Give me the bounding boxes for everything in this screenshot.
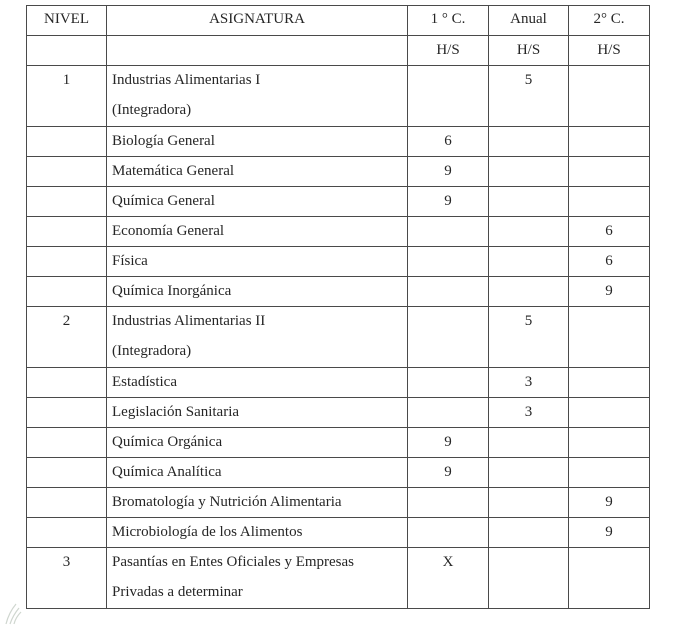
subject-line-1: Pasantías en Entes Oficiales y Empresas [112, 554, 355, 570]
cell-1c [408, 217, 489, 247]
table-row [27, 548, 650, 609]
cell-nivel [27, 488, 107, 518]
cell-asignatura: Química Orgánica [107, 428, 408, 458]
subject-line-1: Industrias Alimentarias I [112, 72, 261, 88]
cell-nivel [27, 217, 107, 247]
header-row [27, 6, 650, 36]
cell-asignatura [107, 548, 408, 609]
table-row [27, 277, 650, 307]
cell-nivel [27, 187, 107, 217]
cell-2c [569, 66, 650, 127]
units-anual: H/S [489, 36, 569, 66]
cell-2c: 6 [569, 247, 650, 277]
cell-2c [569, 458, 650, 488]
units-1c: H/S [408, 36, 489, 66]
cell-1c [408, 368, 489, 398]
cell-2c: 9 [569, 518, 650, 548]
cell-1c: X [408, 548, 489, 609]
units-nivel-empty [27, 36, 107, 66]
cell-nivel [27, 247, 107, 277]
cell-asignatura: Química Inorgánica [107, 277, 408, 307]
cell-anual [489, 488, 569, 518]
units-row [27, 36, 650, 66]
cell-anual [489, 518, 569, 548]
cell-nivel [27, 368, 107, 398]
cell-2c: 9 [569, 277, 650, 307]
table-body [27, 6, 650, 609]
cell-asignatura [107, 307, 408, 368]
header-nivel: NIVEL [27, 6, 107, 36]
table-row [27, 368, 650, 398]
cell-nivel [27, 458, 107, 488]
cell-anual [489, 458, 569, 488]
cell-asignatura: Química General [107, 187, 408, 217]
cell-asignatura: Bromatología y Nutrición Alimentaria [107, 488, 408, 518]
cell-asignatura [107, 66, 408, 127]
cell-1c [408, 277, 489, 307]
cell-anual [489, 127, 569, 157]
cell-nivel [27, 398, 107, 428]
units-asignatura-empty [107, 36, 408, 66]
cell-1c [408, 66, 489, 127]
table-row [27, 127, 650, 157]
cell-asignatura: Economía General [107, 217, 408, 247]
units-2c: H/S [569, 36, 650, 66]
table-row [27, 428, 650, 458]
cell-2c [569, 368, 650, 398]
header-anual: Anual [489, 6, 569, 36]
cell-1c [408, 398, 489, 428]
header-1c: 1 ° C. [408, 6, 489, 36]
cell-anual [489, 247, 569, 277]
cell-asignatura: Matemática General [107, 157, 408, 187]
table-row [27, 187, 650, 217]
cell-anual: 3 [489, 368, 569, 398]
cell-anual [489, 157, 569, 187]
cell-anual [489, 187, 569, 217]
cell-2c [569, 428, 650, 458]
cell-1c [408, 247, 489, 277]
subject-line-2: (Integradora) [112, 102, 192, 118]
cell-asignatura: Física [107, 247, 408, 277]
cell-asignatura: Microbiología de los Alimentos [107, 518, 408, 548]
cell-1c [408, 307, 489, 368]
cell-1c: 9 [408, 187, 489, 217]
cell-anual [489, 277, 569, 307]
cell-anual [489, 548, 569, 609]
cell-asignatura: Biología General [107, 127, 408, 157]
subjects-table [26, 5, 650, 609]
cell-2c [569, 127, 650, 157]
cell-2c: 6 [569, 217, 650, 247]
cell-anual: 3 [489, 398, 569, 428]
cell-2c: 9 [569, 488, 650, 518]
cell-nivel [27, 428, 107, 458]
cell-nivel [27, 518, 107, 548]
subject-line-2: (Integradora) [112, 343, 192, 359]
watermark-stamp [2, 596, 24, 626]
cell-anual [489, 428, 569, 458]
cell-asignatura: Química Analítica [107, 458, 408, 488]
subject-line-2: Privadas a determinar [112, 584, 243, 600]
table-row [27, 307, 650, 368]
cell-nivel: 2 [27, 307, 107, 368]
table-row [27, 217, 650, 247]
subject-line-1: Industrias Alimentarias II [112, 313, 266, 329]
cell-1c [408, 518, 489, 548]
cell-nivel: 1 [27, 66, 107, 127]
cell-2c [569, 157, 650, 187]
table-row [27, 488, 650, 518]
cell-1c: 9 [408, 428, 489, 458]
table-row [27, 458, 650, 488]
cell-1c: 9 [408, 157, 489, 187]
header-2c: 2° C. [569, 6, 650, 36]
cell-nivel [27, 277, 107, 307]
table-row [27, 518, 650, 548]
cell-nivel: 3 [27, 548, 107, 609]
cell-1c: 6 [408, 127, 489, 157]
table-row [27, 398, 650, 428]
header-asignatura: ASIGNATURA [107, 6, 408, 36]
cell-1c: 9 [408, 458, 489, 488]
cell-2c [569, 398, 650, 428]
cell-nivel [27, 157, 107, 187]
cell-2c [569, 187, 650, 217]
cell-anual: 5 [489, 307, 569, 368]
cell-asignatura: Estadística [107, 368, 408, 398]
table-row [27, 157, 650, 187]
cell-nivel [27, 127, 107, 157]
cell-anual [489, 217, 569, 247]
table-row [27, 247, 650, 277]
table-row [27, 66, 650, 127]
cell-anual: 5 [489, 66, 569, 127]
cell-2c [569, 548, 650, 609]
cell-1c [408, 488, 489, 518]
cell-asignatura: Legislación Sanitaria [107, 398, 408, 428]
cell-2c [569, 307, 650, 368]
